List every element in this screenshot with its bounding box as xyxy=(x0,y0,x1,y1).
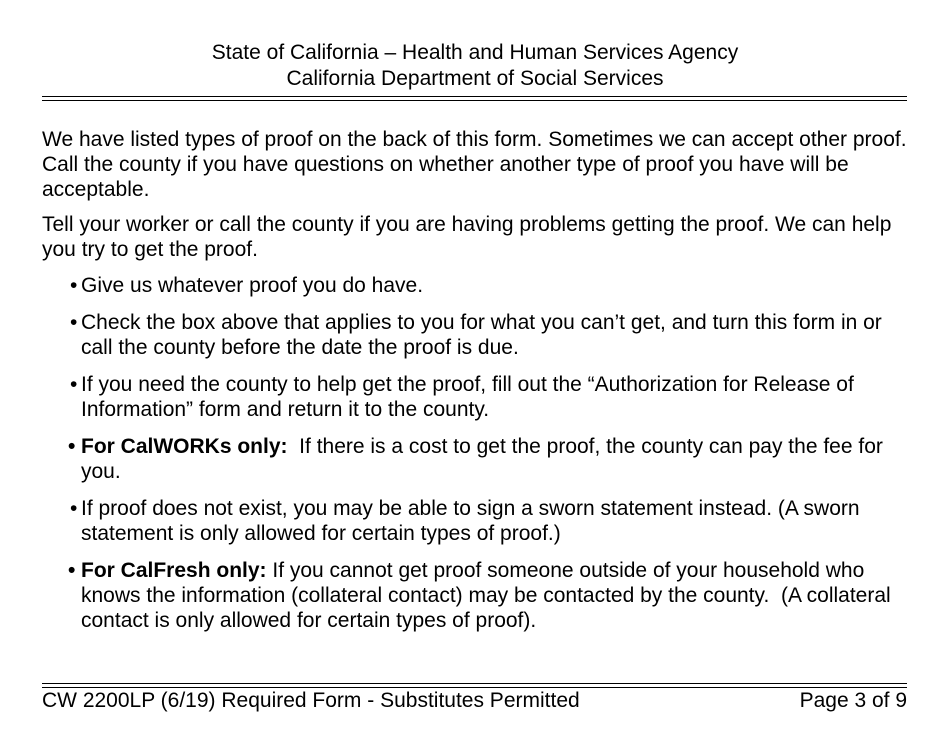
list-item xyxy=(42,434,912,484)
bullet-text: Give us whatever proof you do have. xyxy=(81,274,424,297)
page-number: Page 3 of 9 xyxy=(799,689,907,712)
page-footer xyxy=(42,688,907,714)
header-department: California Department of Social Services xyxy=(286,67,664,90)
calfresh-lead: For CalFresh only: xyxy=(81,559,267,582)
list-item xyxy=(42,496,912,546)
bullet-icon: • xyxy=(70,311,78,334)
header-agency: State of California – Health and Human Services Agency xyxy=(211,41,739,64)
document-body xyxy=(42,127,912,645)
header-divider xyxy=(42,96,907,101)
bullet-icon: • xyxy=(68,559,76,582)
list-item xyxy=(42,273,912,298)
list-item xyxy=(42,558,912,633)
bullet-text: If there is a cost to get the proof, the county can pay the fee for you. xyxy=(81,435,889,483)
bullet-text: Check the box above that applies to you for what you can’t get, and turn this form in or call the county before the date the proof is due. xyxy=(81,311,882,359)
intro-paragraph: We have listed types of proof on the back of this form. Sometimes we can accept other proof. Call the county if you have questions on whether another type of proof you have will be acceptable. xyxy=(42,128,907,201)
form-identifier: CW 2200LP (6/19) Required Form - Substitutes Permitted xyxy=(42,689,580,712)
instructions-list xyxy=(42,273,912,633)
page-header xyxy=(0,40,950,92)
bullet-icon: • xyxy=(70,497,78,520)
bullet-icon: • xyxy=(68,435,76,458)
list-item xyxy=(42,372,912,422)
bullet-text: If you cannot get proof someone outside of your household who knows the information (collateral contact) may be contacted by the county. (A collateral contact is only allowed for certain types of proof). xyxy=(81,559,897,632)
list-item xyxy=(42,310,912,360)
calworks-lead: For CalWORKs only: xyxy=(81,435,288,458)
help-paragraph: Tell your worker or call the county if you are having problems getting the proof. We can help you try to get the proof. xyxy=(42,213,892,261)
bullet-text: If proof does not exist, you may be able to sign a sworn statement instead. (A sworn statement is only allowed for certain types of proof.) xyxy=(81,497,860,545)
bullet-icon: • xyxy=(70,274,78,297)
bullet-icon: • xyxy=(70,373,78,396)
bullet-text: If you need the county to help get the proof, fill out the “Authorization for Release of Information” form and return it to the county. xyxy=(81,373,854,421)
